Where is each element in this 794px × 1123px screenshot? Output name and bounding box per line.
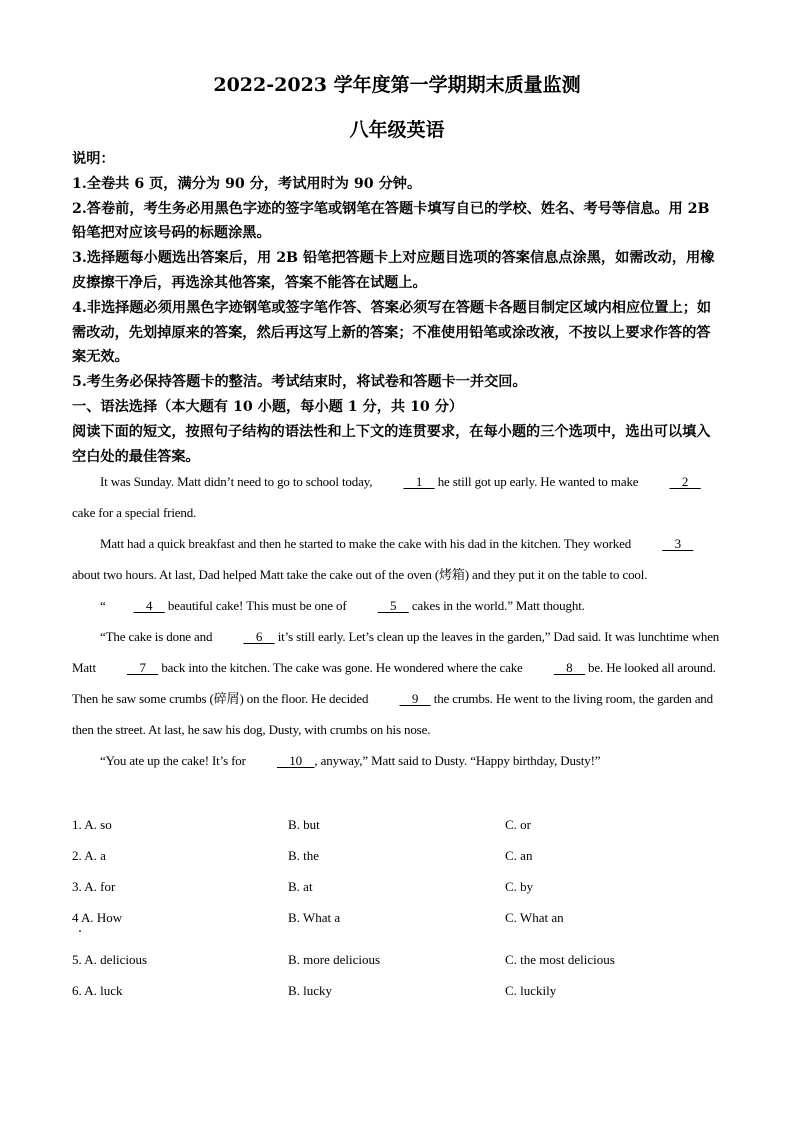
passage-text: cakes in the world.” Matt thought. <box>408 598 585 613</box>
passage-text: about two hours. At last, Dad helped Matt take the cake out of the oven (烤箱) and they put it on the table to cool. <box>72 567 648 582</box>
instruction-item: 1.全卷共 6 页，满分为 90 分，考试用时为 90 分钟。 <box>72 175 422 192</box>
option-a: 6. A. luck <box>72 983 123 998</box>
option-c: C. by <box>505 879 534 894</box>
passage-text: back into the kitchen. The cake was gone. He wondered where the cake <box>158 660 526 675</box>
passage-text: “ <box>100 598 106 613</box>
instructions-heading: 说明： <box>72 151 115 167</box>
instruction-item: 2.答卷前，考生务必用黑色字迹的签字笔或钢笔在答题卡填写自已的学校、姓名、考号等信息。用 2B 铅笔把对应该号码的标题涂黑。 <box>72 200 710 242</box>
section-heading: 一、语法选择（本大题有 10 小题，每小题 1 分，共 10 分） <box>72 398 464 415</box>
passage-text: , anyway,” Matt said to Dusty. “Happy birthday, Dusty!” <box>314 753 601 768</box>
blank-6: 6 <box>243 629 275 644</box>
instructions-block <box>72 147 722 469</box>
passage-paragraph <box>72 466 722 528</box>
blank-7: 7 <box>127 660 159 675</box>
option-b: B. more delicious <box>288 952 381 967</box>
option-c: C. an <box>505 848 533 863</box>
passage-paragraph <box>72 590 722 621</box>
instruction-item: 4.非选择题必须用黑色字迹钢笔或签字笔作答、答案必须写在答题卡各题目制定区域内相应位置上；如需改动，先划掉原来的答案，然后再这写上新的答案；不准使用铅笔或涂改液，不按以上要求作答的答案无效。 <box>72 299 712 366</box>
passage-text: be. He looked all around. Then he saw some crumbs (碎屑) on the floor. He decided <box>72 660 716 706</box>
passage-text: “You ate up the cake! It’s for <box>100 753 249 768</box>
passage-text: It was Sunday. Matt didn’t need to go to school today, <box>100 474 376 489</box>
print-speck <box>79 930 81 932</box>
reading-passage <box>72 466 722 776</box>
page-title: 2022-2023 学年度第一学期期末质量监测 <box>213 74 581 96</box>
blank-4: 4 <box>133 598 165 613</box>
page-subtitle: 八年级英语 <box>349 119 445 141</box>
option-a: 1. A. so <box>72 817 112 832</box>
blank-10: 10 <box>276 753 315 768</box>
option-b: B. lucky <box>288 983 333 998</box>
answer-options <box>72 809 722 1006</box>
section-directions: 阅读下面的短文，按照句子结构的语法性和上下文的连贯要求，在每小题的三个选项中，选出可以填入空白处的最佳答案。 <box>72 423 711 465</box>
blank-8: 8 <box>553 660 585 675</box>
passage-paragraph <box>72 621 722 745</box>
blank-3: 3 <box>662 536 694 551</box>
passage-text: Matt had a quick breakfast and then he started to make the cake with his dad in the kitchen. They worked <box>100 536 635 551</box>
instruction-item: 3.选择题每小题选出答案后，用 2B 铅笔把答题卡上对应题目选项的答案信息点涂黑，如需改动，用橡皮擦擦干净后，再选涂其他答案，答案不能答在试题上。 <box>72 250 715 291</box>
passage-text: he still got up early. He wanted to make <box>434 474 642 489</box>
option-a: 5. A. delicious <box>72 952 148 967</box>
option-a: 2. A. a <box>72 848 106 863</box>
option-b: B. What a <box>288 910 341 925</box>
option-row <box>72 871 722 902</box>
passage-paragraph <box>72 745 722 776</box>
passage-text: cake for a special friend. <box>72 505 197 520</box>
option-row <box>72 975 722 1006</box>
passage-text: the crumbs. He went to the living room, the garden and then the street. At last, he saw his dog, Dusty, with crumbs on his nose. <box>72 691 714 737</box>
passage-paragraph <box>72 528 722 590</box>
instruction-item: 5.考生务必保持答题卡的整洁。考试结束时，将试卷和答题卡一并交回。 <box>72 374 527 391</box>
option-c: C. luckily <box>505 983 557 998</box>
option-row <box>72 840 722 871</box>
option-c: C. What an <box>505 910 564 925</box>
option-row <box>72 809 722 840</box>
option-a: 4 A. How <box>72 910 123 925</box>
option-c: C. the most delicious <box>505 952 615 967</box>
option-row <box>72 902 722 944</box>
option-c: C. or <box>505 817 531 832</box>
blank-5: 5 <box>377 598 409 613</box>
blank-2: 2 <box>669 474 701 489</box>
option-b: B. at <box>288 879 313 894</box>
blank-9: 9 <box>399 691 431 706</box>
option-b: B. but <box>288 817 320 832</box>
passage-text: beautiful cake! This must be one of <box>164 598 350 613</box>
option-row <box>72 944 722 975</box>
blank-1: 1 <box>403 474 435 489</box>
passage-text: “The cake is done and <box>100 629 216 644</box>
option-b: B. the <box>288 848 320 863</box>
passage-text: it’s still early. Let’s clean up the leaves in the garden,” Dad said. It was lunchtime when Matt <box>72 629 720 675</box>
option-a: 3. A. for <box>72 879 116 894</box>
